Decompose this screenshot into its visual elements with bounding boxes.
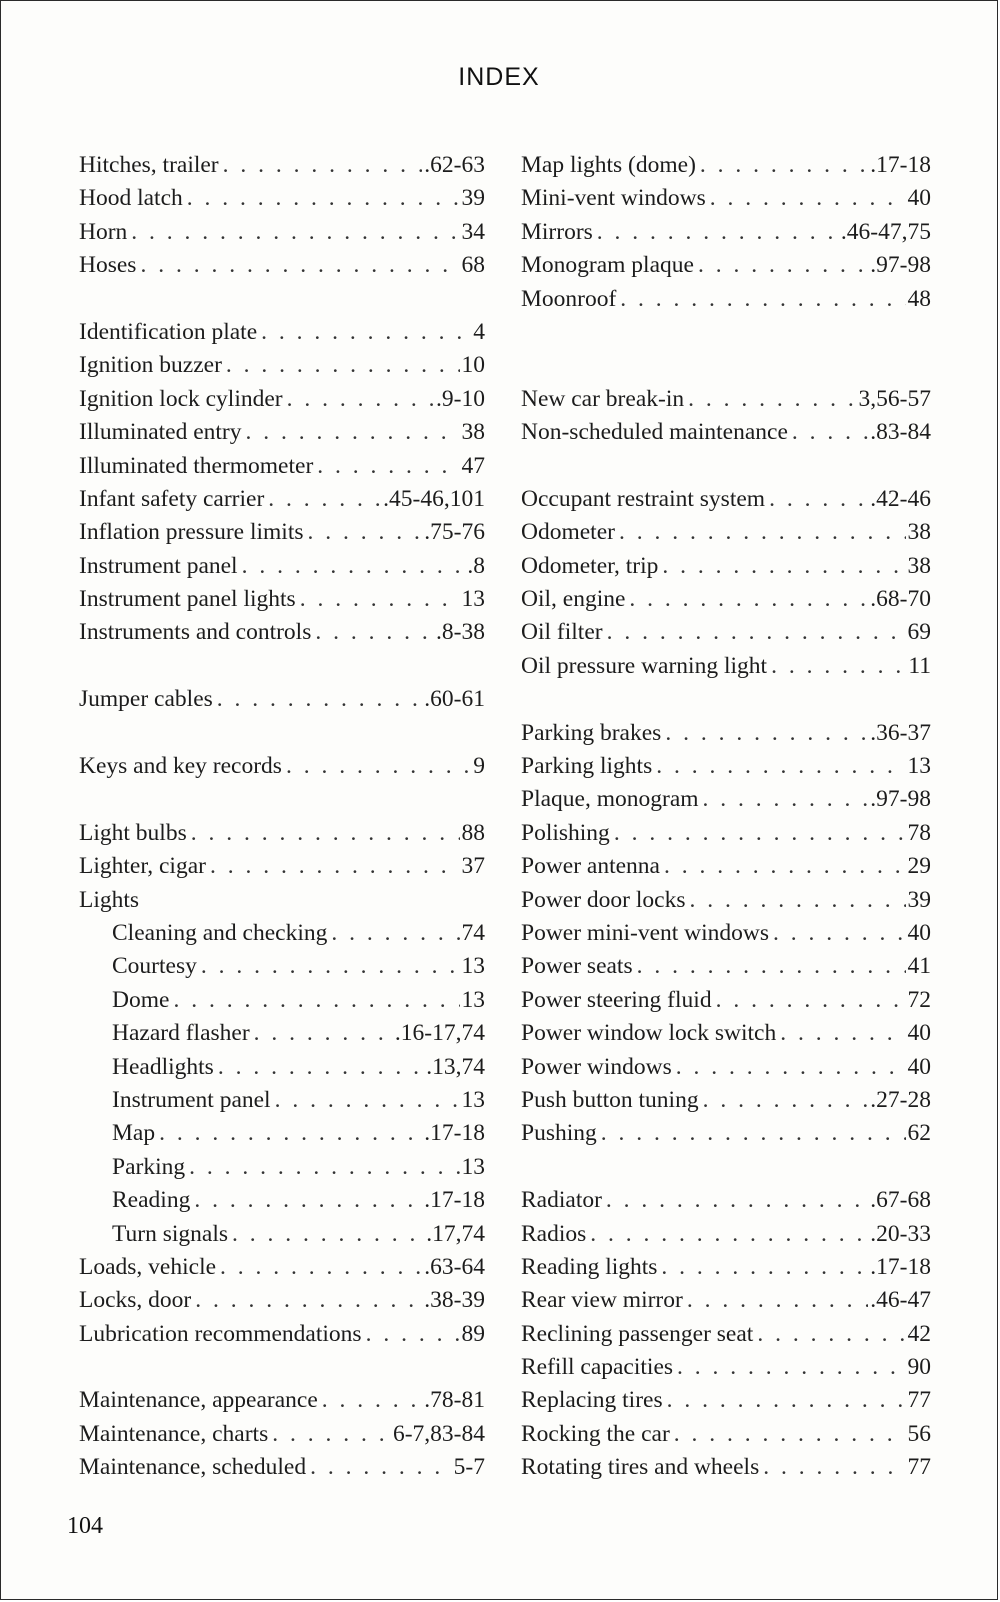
entry-pages: .42-46 xyxy=(870,485,931,512)
entry-label: Odometer xyxy=(521,519,615,546)
entry-label: Monogram plaque xyxy=(521,252,694,279)
index-entry xyxy=(79,550,485,583)
dot-leader xyxy=(703,783,869,816)
entry-gap xyxy=(521,1151,931,1184)
dot-leader xyxy=(688,383,856,416)
index-entry xyxy=(521,884,931,917)
index-entry xyxy=(79,616,485,649)
entry-gap xyxy=(521,450,931,483)
index-entry xyxy=(521,1051,931,1084)
dot-leader xyxy=(268,483,381,516)
index-entry xyxy=(79,349,485,382)
entry-label: Non-scheduled maintenance xyxy=(521,419,788,446)
dot-leader xyxy=(664,850,906,883)
entry-label: Parking lights xyxy=(521,753,653,780)
entry-label: Hazard flasher xyxy=(112,1020,250,1047)
entry-label: Parking brakes xyxy=(521,719,662,746)
index-entry xyxy=(521,583,931,616)
dot-leader xyxy=(159,1117,422,1150)
dot-leader xyxy=(620,283,905,316)
dot-leader xyxy=(246,416,460,449)
entry-gap xyxy=(79,650,485,683)
entry-label: Mini-vent windows xyxy=(521,185,706,212)
entry-label: Jumper cables xyxy=(79,686,213,713)
index-entry xyxy=(521,850,931,883)
entry-pages: 9 xyxy=(473,753,485,780)
entry-label: Power window lock switch xyxy=(521,1020,777,1047)
entry-pages: .13,74 xyxy=(426,1053,485,1080)
dot-leader xyxy=(700,149,868,182)
index-entry xyxy=(521,550,931,583)
dot-leader xyxy=(698,249,868,282)
index-entry xyxy=(521,182,931,215)
dot-leader xyxy=(662,550,905,583)
entry-pages: .20-33 xyxy=(870,1220,931,1247)
dot-leader xyxy=(629,583,868,616)
entry-label: Push button tuning xyxy=(521,1086,699,1113)
entry-label: Courtesy xyxy=(112,953,197,980)
dot-leader xyxy=(287,383,434,416)
entry-label: Map lights (dome) xyxy=(521,152,696,178)
entry-pages: 74 xyxy=(461,919,485,946)
dot-leader xyxy=(757,1318,905,1351)
entry-label: Ignition lock cylinder xyxy=(79,385,283,412)
entry-pages: 88 xyxy=(461,819,485,846)
entry-label: Oil filter xyxy=(521,619,603,646)
index-entry xyxy=(521,650,931,683)
entry-pages: .17-18 xyxy=(870,1253,931,1280)
entry-pages: 40 xyxy=(907,919,931,946)
index-entry xyxy=(79,516,485,549)
entry-pages: 40 xyxy=(907,185,931,212)
entry-pages: .45-46,101 xyxy=(383,485,485,512)
entry-label: Mirrors xyxy=(521,218,593,245)
entry-pages: .16-17,74 xyxy=(394,1020,485,1047)
dot-leader xyxy=(619,516,906,549)
index-entry xyxy=(521,383,931,416)
entry-label: Hood latch xyxy=(79,185,183,212)
entry-label: Occupant restraint system xyxy=(521,485,766,512)
index-entry xyxy=(79,583,485,616)
dot-leader xyxy=(763,1451,905,1484)
index-entry xyxy=(79,450,485,483)
index-entry xyxy=(521,1117,931,1150)
entry-label: Dome xyxy=(112,986,170,1013)
index-subentry xyxy=(79,1051,485,1084)
entry-pages: 62 xyxy=(907,1120,931,1147)
index-entry xyxy=(79,1318,485,1351)
dot-leader xyxy=(637,950,906,983)
entry-label: Instrument panel xyxy=(79,552,238,579)
index-entry xyxy=(79,483,485,516)
dot-leader xyxy=(689,884,905,917)
entry-gap xyxy=(79,783,485,816)
entry-label: Oil pressure warning light xyxy=(521,652,768,679)
entry-label: Reading lights xyxy=(521,1253,658,1280)
entry-label: Odometer, trip xyxy=(521,552,659,579)
dot-leader xyxy=(769,483,868,516)
dot-leader xyxy=(676,1051,906,1084)
dot-leader xyxy=(601,1117,906,1150)
index-entry xyxy=(521,1384,931,1417)
dot-leader xyxy=(674,1418,906,1451)
entry-pages: .17-18 xyxy=(424,1187,485,1214)
index-entry xyxy=(521,917,931,950)
dot-leader xyxy=(590,1218,868,1251)
entry-pages: 39 xyxy=(461,185,485,212)
index-entry xyxy=(521,1084,931,1117)
entry-label: Refill capacities xyxy=(521,1354,674,1381)
entry-label: Light bulbs xyxy=(79,819,187,846)
dot-leader xyxy=(242,550,466,583)
entry-pages: 5-7 xyxy=(453,1454,485,1481)
entry-label: Maintenance, scheduled xyxy=(79,1454,307,1481)
entry-pages: .8-38 xyxy=(436,619,485,646)
entry-pages: 72 xyxy=(907,986,931,1013)
entry-pages: 4 xyxy=(473,318,485,345)
dot-leader xyxy=(687,1284,868,1317)
dot-leader xyxy=(606,1184,868,1217)
entry-pages: 78 xyxy=(907,819,931,846)
entry-label: Inflation pressure limits xyxy=(79,519,304,546)
entry-pages: 40 xyxy=(907,1020,931,1047)
dot-leader xyxy=(173,984,459,1017)
index-entry xyxy=(521,750,931,783)
entry-pages: 89 xyxy=(461,1320,485,1347)
entry-label: Rocking the car xyxy=(521,1420,670,1447)
dot-leader xyxy=(677,1351,905,1384)
index-entry xyxy=(79,1384,485,1417)
entry-pages: 47 xyxy=(461,452,485,479)
entry-pages: 41 xyxy=(907,953,931,980)
index-subentry xyxy=(79,1218,485,1251)
dot-leader xyxy=(665,717,868,750)
index-entry xyxy=(521,984,931,1017)
entry-pages: 48 xyxy=(907,285,931,312)
entry-pages: .27-28 xyxy=(870,1086,931,1113)
index-entry xyxy=(521,1418,931,1451)
index-subentry xyxy=(79,1151,485,1184)
entry-pages: .17,74 xyxy=(426,1220,485,1247)
entry-label: Plaque, monogram xyxy=(521,786,699,813)
entry-pages: .83-84 xyxy=(870,419,931,446)
entry-label: Reclining passenger seat xyxy=(521,1320,754,1347)
entry-pages: 39 xyxy=(907,886,931,913)
index-entry xyxy=(79,1451,485,1484)
entry-gap xyxy=(79,283,485,316)
index-entry xyxy=(521,149,931,182)
index-entry xyxy=(521,616,931,649)
entry-pages: 11 xyxy=(908,652,931,679)
entry-label: Maintenance, appearance xyxy=(79,1387,318,1414)
dot-leader xyxy=(194,1184,422,1217)
dot-leader xyxy=(661,1251,868,1284)
index-column-right xyxy=(521,149,931,1485)
dot-leader xyxy=(366,1318,460,1351)
dot-leader xyxy=(716,984,906,1017)
entry-pages: .60-61 xyxy=(424,686,485,713)
index-entry xyxy=(521,283,931,316)
index-entry xyxy=(521,516,931,549)
entry-pages: 29 xyxy=(907,853,931,880)
entry-gap xyxy=(521,316,931,349)
dot-leader xyxy=(322,1384,423,1417)
entry-gap xyxy=(79,717,485,750)
entry-pages: .78-81 xyxy=(424,1387,485,1414)
entry-label: Illuminated thermometer xyxy=(79,452,314,479)
dot-leader xyxy=(792,416,868,449)
index-entry xyxy=(521,249,931,282)
page-number: 104 xyxy=(67,1513,103,1539)
dot-leader xyxy=(226,349,460,382)
entry-pages: .97-98 xyxy=(870,786,931,813)
index-entry xyxy=(521,1184,931,1217)
entry-pages: 42 xyxy=(907,1320,931,1347)
dot-leader xyxy=(300,583,460,616)
entry-label: Power door locks xyxy=(521,886,686,913)
entry-pages: 34 xyxy=(461,218,485,245)
dot-leader xyxy=(189,1151,459,1184)
entry-label: Illuminated entry xyxy=(79,419,242,446)
index-entry xyxy=(79,1418,485,1451)
entry-label: Instrument panel xyxy=(112,1086,271,1113)
dot-leader xyxy=(710,182,906,215)
entry-pages: .36-37 xyxy=(870,719,931,746)
entry-pages: 69 xyxy=(907,619,931,646)
dot-leader xyxy=(254,1017,393,1050)
index-entry xyxy=(521,1351,931,1384)
entry-pages: 38 xyxy=(461,419,485,446)
index-entry xyxy=(79,216,485,249)
entry-pages: 68 xyxy=(461,252,485,279)
dot-leader xyxy=(780,1017,905,1050)
entry-label: Lights xyxy=(79,886,140,913)
index-entry xyxy=(521,1318,931,1351)
index-subentry xyxy=(79,984,485,1017)
dot-leader xyxy=(232,1218,424,1251)
index-entry xyxy=(521,1017,931,1050)
entry-label: Identification plate xyxy=(79,318,258,345)
index-entry xyxy=(521,950,931,983)
entry-pages: .62-63 xyxy=(424,152,485,178)
entry-label: Headlights xyxy=(112,1053,214,1080)
entry-label: Replacing tires xyxy=(521,1387,663,1414)
entry-label: Maintenance, charts xyxy=(79,1420,269,1447)
entry-gap xyxy=(521,683,931,716)
dot-leader xyxy=(201,950,460,983)
index-entry xyxy=(79,416,485,449)
entry-label: Rear view mirror xyxy=(521,1287,683,1314)
index-column-left xyxy=(79,149,485,1485)
index-entry xyxy=(79,249,485,282)
index-entry xyxy=(79,750,485,783)
entry-pages: 90 xyxy=(907,1354,931,1381)
index-entry xyxy=(521,717,931,750)
index-entry xyxy=(521,483,931,516)
entry-label: Power windows xyxy=(521,1053,672,1080)
entry-pages: 13 xyxy=(461,953,485,980)
entry-label: Lubrication recommendations xyxy=(79,1320,362,1347)
index-entry xyxy=(79,817,485,850)
entry-label: Oil, engine xyxy=(521,586,626,613)
index-entry xyxy=(79,1251,485,1284)
entry-label: Ignition buzzer xyxy=(79,352,222,379)
dot-leader xyxy=(218,1051,424,1084)
entry-label: Moonroof xyxy=(521,285,617,312)
dot-leader xyxy=(331,917,459,950)
entry-pages: .17-18 xyxy=(870,152,931,178)
entry-pages: .46-47 xyxy=(870,1287,931,1314)
page-title: INDEX xyxy=(458,63,540,91)
dot-leader xyxy=(217,683,423,716)
dot-leader xyxy=(223,149,423,182)
entry-label: Power seats xyxy=(521,953,633,980)
entry-pages: .68-70 xyxy=(870,586,931,613)
entry-pages: .46-47,75 xyxy=(840,218,931,245)
entry-label: Radios xyxy=(521,1220,587,1247)
index-subentry xyxy=(79,917,485,950)
entry-label: Turn signals xyxy=(112,1220,229,1247)
entry-pages: 38 xyxy=(907,552,931,579)
dot-leader xyxy=(771,650,906,683)
dot-leader xyxy=(597,216,839,249)
dot-leader xyxy=(191,817,460,850)
index-entry xyxy=(79,683,485,716)
entry-label: Power mini-vent windows xyxy=(521,919,770,946)
entry-label: Locks, door xyxy=(79,1287,192,1314)
entry-label: Power steering fluid xyxy=(521,986,712,1013)
entry-label: Instruments and controls xyxy=(79,619,312,646)
entry-pages: 40 xyxy=(907,1053,931,1080)
entry-label: Cleaning and checking xyxy=(112,919,328,946)
entry-label: New car break-in xyxy=(521,385,685,412)
entry-label: Horn xyxy=(79,218,128,245)
entry-pages: 13 xyxy=(907,753,931,780)
entry-pages: 10 xyxy=(461,352,485,379)
dot-leader xyxy=(275,1084,460,1117)
dot-leader xyxy=(286,750,471,783)
entry-pages: 3,56-57 xyxy=(858,385,931,412)
entry-label: Instrument panel lights xyxy=(79,586,296,613)
dot-leader xyxy=(703,1084,869,1117)
index-entry xyxy=(521,1251,931,1284)
dot-leader xyxy=(187,182,460,215)
dot-leader xyxy=(272,1418,391,1451)
entry-pages: 56 xyxy=(907,1420,931,1447)
entry-pages: .63-64 xyxy=(424,1253,485,1280)
index-entry xyxy=(79,149,485,182)
index-subentry xyxy=(79,1017,485,1050)
index-entry xyxy=(521,216,931,249)
entry-label: Reading xyxy=(112,1187,191,1214)
entry-label: Rotating tires and wheels xyxy=(521,1454,760,1481)
dot-leader xyxy=(220,1251,422,1284)
entry-pages: .8 xyxy=(467,552,485,579)
entry-pages: 13 xyxy=(461,1086,485,1113)
dot-leader xyxy=(607,616,906,649)
index-entry xyxy=(79,884,485,917)
entry-gap xyxy=(521,349,931,382)
dot-leader xyxy=(614,817,906,850)
index-subentry xyxy=(79,1084,485,1117)
entry-pages: .75-76 xyxy=(424,519,485,546)
entry-label: Hitches, trailer xyxy=(79,152,219,178)
entry-gap xyxy=(79,1351,485,1384)
entry-pages: 13 xyxy=(461,986,485,1013)
dot-leader xyxy=(140,249,459,282)
index-entry xyxy=(79,850,485,883)
entry-pages: 6-7,83-84 xyxy=(392,1420,485,1447)
entry-pages: .67-68 xyxy=(870,1187,931,1214)
entry-pages: 13 xyxy=(461,586,485,613)
index-entry xyxy=(521,1451,931,1484)
dot-leader xyxy=(310,1451,452,1484)
index-subentry xyxy=(79,1117,485,1150)
entry-pages: .38-39 xyxy=(424,1287,485,1314)
entry-label: Keys and key records xyxy=(79,753,282,780)
entry-label: Map xyxy=(112,1120,156,1147)
index-entry xyxy=(521,817,931,850)
entry-pages: 13 xyxy=(461,1153,485,1180)
dot-leader xyxy=(317,450,459,483)
entry-label: Lighter, cigar xyxy=(79,853,206,880)
dot-leader xyxy=(315,616,434,649)
index-entry xyxy=(521,1284,931,1317)
dot-leader xyxy=(773,917,905,950)
entry-label: Pushing xyxy=(521,1120,597,1147)
index-entry xyxy=(521,1218,931,1251)
entry-label: Radiator xyxy=(521,1187,602,1214)
entry-label: Infant safety carrier xyxy=(79,485,265,512)
index-entry xyxy=(79,182,485,215)
index-subentry xyxy=(79,950,485,983)
entry-pages: 77 xyxy=(907,1454,931,1481)
index-entry xyxy=(79,316,485,349)
entry-pages: .17-18 xyxy=(424,1120,485,1147)
index-subentry xyxy=(79,1184,485,1217)
dot-leader xyxy=(210,850,460,883)
dot-leader xyxy=(308,516,423,549)
entry-label: Loads, vehicle xyxy=(79,1253,217,1280)
entry-label: Hoses xyxy=(79,252,137,279)
index-entry xyxy=(79,1284,485,1317)
entry-pages: .9-10 xyxy=(436,385,485,412)
entry-pages: 37 xyxy=(461,853,485,880)
entry-label: Parking xyxy=(112,1153,186,1180)
dot-leader xyxy=(131,216,459,249)
dot-leader xyxy=(195,1284,422,1317)
index-entry xyxy=(521,783,931,816)
entry-label: Polishing xyxy=(521,819,610,846)
dot-leader xyxy=(667,1384,906,1417)
entry-pages: 38 xyxy=(907,519,931,546)
index-entry xyxy=(79,383,485,416)
index-entry xyxy=(521,416,931,449)
entry-pages: .97-98 xyxy=(870,252,931,279)
dot-leader xyxy=(261,316,471,349)
dot-leader xyxy=(656,750,905,783)
entry-pages: 77 xyxy=(907,1387,931,1414)
entry-label: Power antenna xyxy=(521,853,660,880)
